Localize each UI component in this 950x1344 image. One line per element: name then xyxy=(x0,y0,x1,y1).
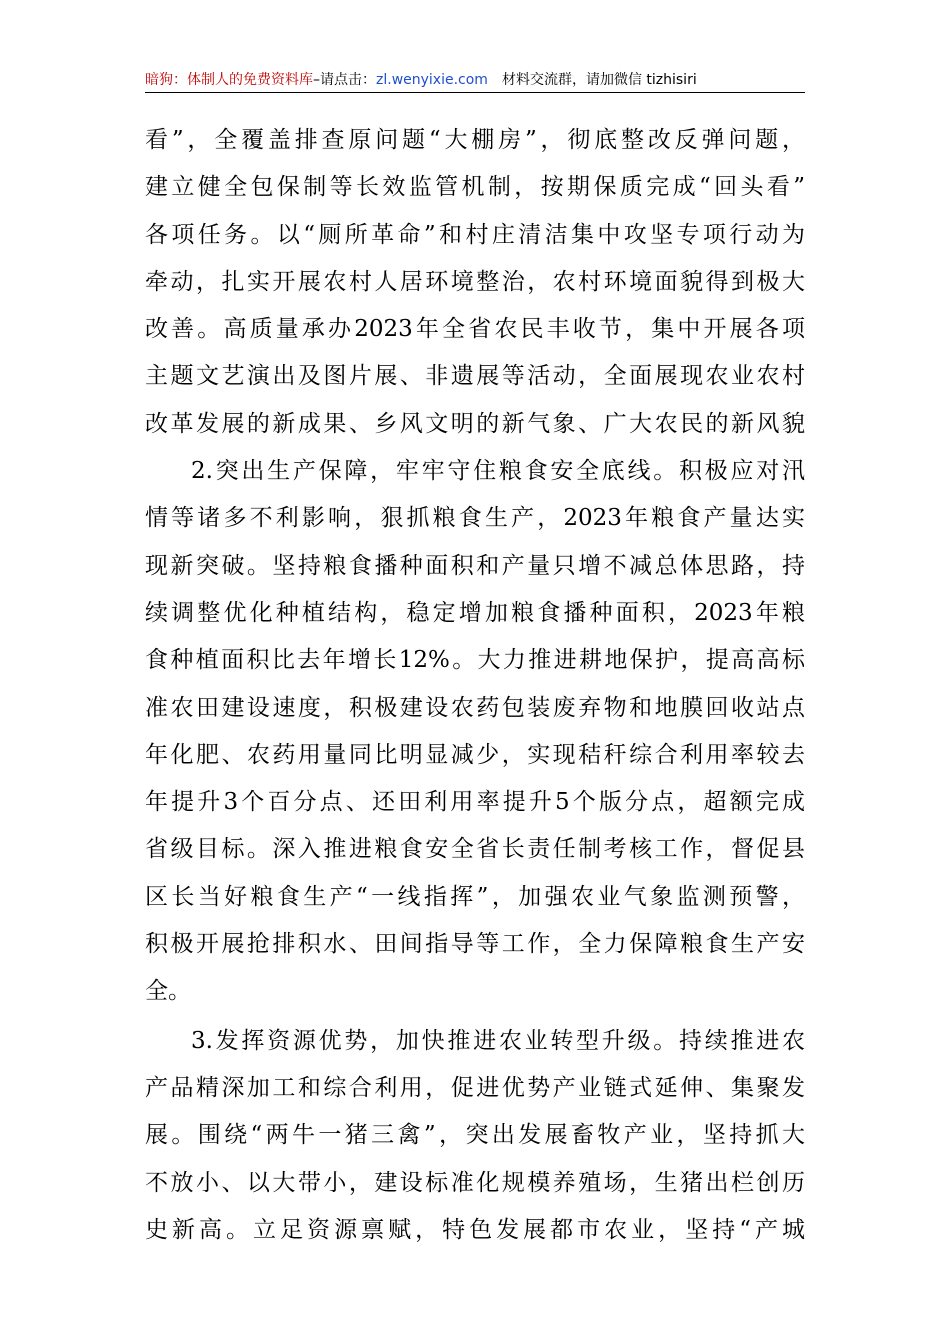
text-line: 产品精深加工和综合利用，促进优势产业链式延伸、集聚发 xyxy=(145,1074,805,1101)
text-line: 主题文艺演出及图片展、非遗展等活动，全面展现农业农村 xyxy=(145,363,805,390)
text-line: 省级目标。深入推进粮食安全省长责任制考核工作，督促县 xyxy=(145,836,805,863)
header-contact: 材料交流群，请加微信 tizhisiri xyxy=(501,72,697,88)
text-line: 建立健全包保制等长效监管机制，按期保质完成“回头看” xyxy=(145,174,805,201)
header-brand: 暗狗：体制人的免费资料库 xyxy=(145,72,313,88)
text-line: 现新突破。坚持粮食播种面积和产量只增不减总体思路，持 xyxy=(145,552,805,579)
text-line: 不放小、以大带小，建设标准化规模养殖场，生猪出栏创历 xyxy=(145,1169,805,1196)
header-click-prompt: –请点击： xyxy=(313,72,376,88)
document-body xyxy=(145,122,805,1259)
text-line: 改善。高质量承办2023年全省农民丰收节，集中开展各项 xyxy=(145,316,805,343)
text-line: 食种植面积比去年增长12%。大力推进耕地保护，提高高标 xyxy=(145,647,805,674)
text-line: 展。围绕“两牛一猪三禽”，突出发展畜牧产业，坚持抓大 xyxy=(145,1122,805,1149)
text-line: 积极开展抢排积水、田间指导等工作，全力保障粮食生产安 xyxy=(145,931,805,958)
text-line: 年提升3个百分点、还田利用率提升5个版分点，超额完成 xyxy=(145,789,805,816)
text-line: 牵动，扎实开展农村人居环境整治，农村环境面貌得到极大 xyxy=(145,268,805,295)
text-line: 史新高。立足资源禀赋，特色发展都市农业，坚持“产城 xyxy=(145,1216,805,1243)
text-line: 改革发展的新成果、乡风文明的新气象、广大农民的新风貌 xyxy=(145,410,805,437)
page-header xyxy=(145,70,805,93)
text-line: 续调整优化种植结构，稳定增加粮食播种面积，2023年粮 xyxy=(145,599,805,626)
header-url-link[interactable]: zl.wenyixie.com xyxy=(376,72,488,88)
text-line: 全。 xyxy=(145,978,191,1005)
paragraph-heading-2: 2.突出生产保障，牢牢守住粮食安全底线。积极应对汛 xyxy=(191,458,805,485)
text-line: 区长当好粮食生产“一线指挥”，加强农业气象监测预警， xyxy=(145,883,805,910)
text-line: 准农田建设速度，积极建设农药包装废弃物和地膜回收站点 xyxy=(145,694,805,721)
text-line: 看”，全覆盖排查原问题“大棚房”，彻底整改反弹问题， xyxy=(145,127,805,153)
paragraph-heading-3: 3.发挥资源优势，加快推进农业转型升级。持续推进农 xyxy=(191,1027,805,1054)
text-line: 情等诸多不利影响，狠抓粮食生产，2023年粮食产量达实 xyxy=(145,505,805,532)
text-line: 各项任务。以“厕所革命”和村庄清洁集中攻坚专项行动为 xyxy=(145,221,805,248)
text-line: 年化肥、农药用量同比明显减少，实现秸秆综合利用率较去 xyxy=(145,741,805,768)
